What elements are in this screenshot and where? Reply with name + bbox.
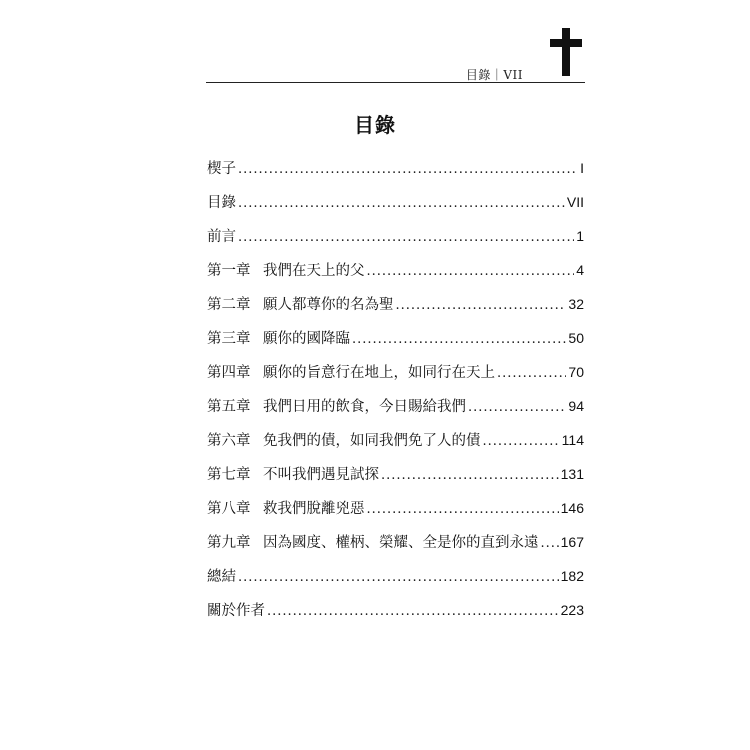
toc-entry bbox=[207, 531, 584, 565]
toc-dot-leader bbox=[468, 400, 566, 415]
toc-page-number: 94 bbox=[568, 398, 584, 414]
toc-entry-title: 願你的國降臨 bbox=[263, 331, 350, 347]
toc-entry bbox=[207, 497, 584, 531]
toc-entry bbox=[207, 191, 584, 225]
toc-dot-leader bbox=[381, 468, 559, 483]
toc-page-number: 50 bbox=[568, 330, 584, 346]
toc-dot-leader bbox=[352, 332, 566, 347]
toc-chapter-number: 第一章 bbox=[207, 263, 251, 279]
toc-entry-title: 我們日用的飲食，今日賜給我們 bbox=[263, 399, 466, 415]
toc-entry bbox=[207, 259, 584, 293]
toc-chapter-number: 第五章 bbox=[207, 399, 251, 415]
running-head-text: 目錄｜VII bbox=[465, 68, 523, 82]
toc-entry bbox=[207, 395, 584, 429]
toc-chapter-number: 第二章 bbox=[207, 297, 251, 313]
toc-dot-leader bbox=[238, 162, 578, 177]
toc-entry bbox=[207, 293, 584, 327]
toc-chapter-number: 第七章 bbox=[207, 467, 251, 483]
toc-page-number: 4 bbox=[576, 262, 584, 278]
toc-page-number: 167 bbox=[560, 534, 584, 550]
toc-page-number: 146 bbox=[560, 500, 584, 516]
toc-chapter-number: 第八章 bbox=[207, 501, 251, 517]
toc-page-number: I bbox=[580, 160, 584, 176]
toc-entry bbox=[207, 157, 584, 191]
toc-dot-leader bbox=[483, 434, 560, 449]
toc-entry-title: 願人都尊你的名為聖 bbox=[263, 297, 394, 313]
toc-entry bbox=[207, 463, 584, 497]
toc-dot-leader bbox=[238, 196, 565, 211]
toc-dot-leader bbox=[541, 536, 559, 551]
toc-entry-title: 我們在天上的父 bbox=[263, 263, 365, 279]
toc-entry bbox=[207, 361, 584, 395]
toc-entry bbox=[207, 327, 584, 361]
running-head bbox=[206, 56, 585, 83]
toc-dot-leader bbox=[367, 264, 575, 279]
toc-title: 目錄 bbox=[354, 113, 396, 137]
toc-chapter-number: 第六章 bbox=[207, 433, 251, 449]
toc-list bbox=[207, 157, 584, 633]
toc-entry-title: 因為國度、權柄、榮耀、全是你的直到永遠 bbox=[263, 535, 539, 551]
toc-page-number: 1 bbox=[576, 228, 584, 244]
toc-page-number: 131 bbox=[560, 466, 584, 482]
toc-dot-leader bbox=[238, 570, 559, 585]
toc-chapter-number: 第三章 bbox=[207, 331, 251, 347]
toc-page-number: 223 bbox=[560, 602, 584, 618]
toc-entry bbox=[207, 565, 584, 599]
toc-entry-title: 楔子 bbox=[207, 161, 236, 177]
toc-entry-title: 前言 bbox=[207, 229, 236, 245]
toc-entry-title: 免我們的債，如同我們免了人的債 bbox=[263, 433, 481, 449]
toc-entry bbox=[207, 429, 584, 463]
cross-icon bbox=[548, 28, 584, 76]
toc-entry bbox=[207, 599, 584, 633]
toc-page-number: 70 bbox=[568, 364, 584, 380]
toc-entry-title: 願你的旨意行在地上，如同行在天上 bbox=[263, 365, 495, 381]
toc-dot-leader bbox=[396, 298, 567, 313]
toc-dot-leader bbox=[497, 366, 566, 381]
toc-entry bbox=[207, 225, 584, 259]
toc-entry-title: 關於作者 bbox=[207, 603, 265, 619]
toc-entry-title: 總結 bbox=[207, 569, 236, 585]
toc-dot-leader bbox=[238, 230, 574, 245]
toc-dot-leader bbox=[367, 502, 559, 517]
toc-page-number: VII bbox=[566, 194, 584, 210]
toc-page-number: 114 bbox=[561, 432, 584, 448]
toc-chapter-number: 第四章 bbox=[207, 365, 251, 381]
toc-chapter-number: 第九章 bbox=[207, 535, 251, 551]
toc-entry-title: 目錄 bbox=[207, 195, 236, 211]
toc-entry-title: 不叫我們遇見試探 bbox=[263, 467, 379, 483]
toc-dot-leader bbox=[267, 604, 559, 619]
toc-entry-title: 救我們脫離兇惡 bbox=[263, 501, 365, 517]
toc-page-number: 182 bbox=[560, 568, 584, 584]
toc-page-number: 32 bbox=[568, 296, 584, 312]
